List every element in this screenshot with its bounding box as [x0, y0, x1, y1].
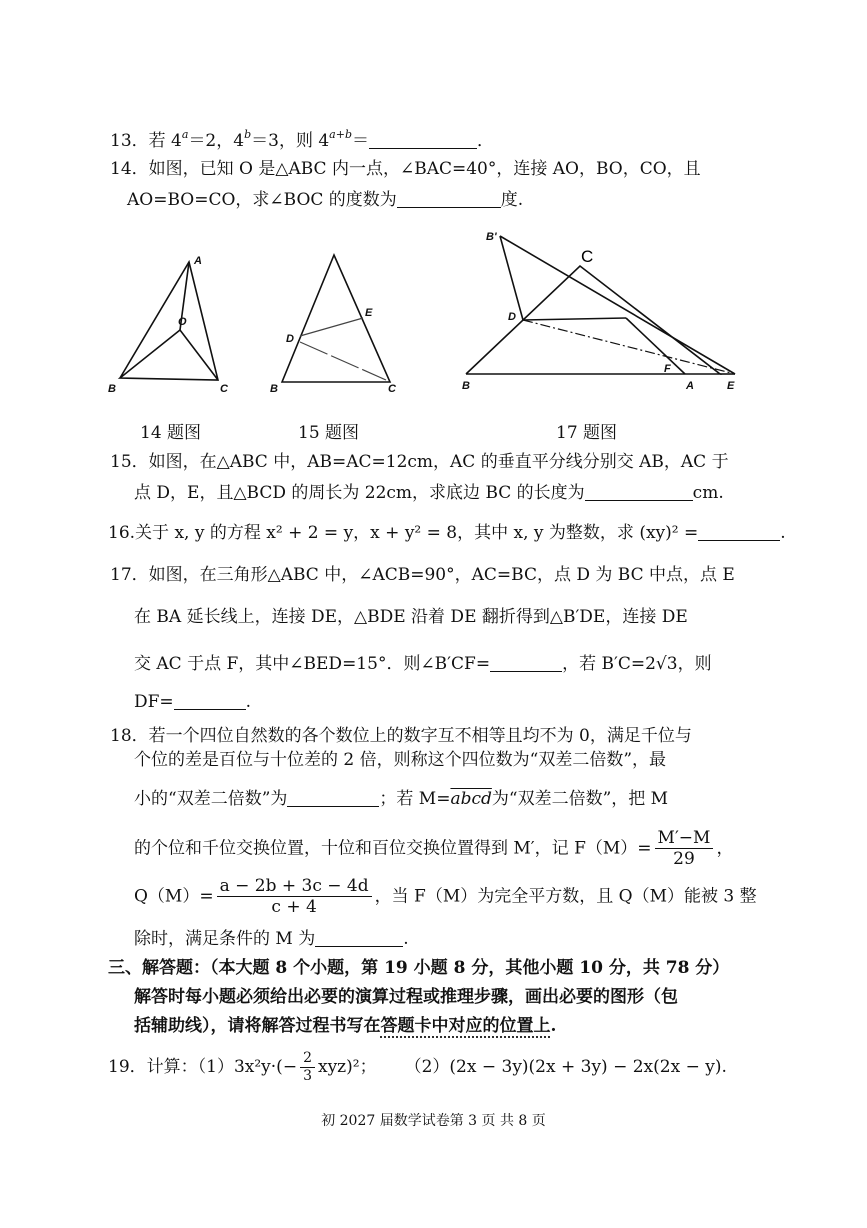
- fig17-segment-b1e: [500, 236, 735, 374]
- fig17-label-a: A: [686, 380, 694, 392]
- page-footer: 初 2027 届数学试卷第 3 页 共 8 页: [321, 1113, 546, 1129]
- figure-15-caption: 15 题图: [298, 423, 360, 443]
- fig17-label-f: F: [664, 363, 671, 375]
- section-3-instructions-line2: 解答时每小题必须给出必要的演算过程或推理步骤，画出必要的图形（包: [134, 987, 678, 1007]
- question-19: 19．计算：（1）3x²y·(− $\frac{2}{3}$ xyz)²； （2）(2x − 3y)(2x + 3y) − 2x(2x − y).: [108, 1050, 727, 1084]
- fraction-f: $\frac{M'-M}{29}$: [655, 828, 714, 870]
- section-3-title: 三、解答题：（本大题 8 个小题，第 19 小题 8 分，其他小题 10 分，共 78 分）: [108, 958, 730, 978]
- fig14-label-c: C: [220, 383, 228, 395]
- fig17-segment-de: [523, 320, 735, 374]
- fig14-triangle: [120, 262, 218, 380]
- answer-blank[interactable]: [287, 789, 379, 807]
- fig14-label-b: B: [108, 383, 116, 395]
- question-18-line6: 除时，满足条件的 M 为 .: [134, 929, 409, 949]
- fraction-two-thirds: $\frac{2}{3}$: [300, 1050, 315, 1085]
- section-3-instructions-line3: 括辅助线），请将解答过程书写在答题卡中对应的位置上.: [134, 1016, 557, 1036]
- question-18-line1: 18．若一个四位自然数的各个数位上的数字互不相等且均不为 0，满足千位与: [110, 726, 692, 746]
- fig14-label-o: O: [178, 316, 187, 328]
- fig15-triangle: [282, 255, 390, 382]
- question-number: 18．: [110, 726, 149, 746]
- question-number: 15．: [110, 452, 149, 472]
- fig17-label-b: B: [462, 380, 470, 392]
- answer-blank[interactable]: [490, 654, 562, 672]
- question-17-line1: 17．如图，在三角形△ABC 中，∠ACB=90°，AC=BC，点 D 为 BC 中点，点 E: [110, 565, 735, 585]
- question-17-line3: 交 AC 于点 F，其中∠BED=15°．则∠B′CF= ，若 B′C=2√3，则: [134, 654, 712, 674]
- answer-blank[interactable]: [174, 692, 246, 710]
- fig15-segment-dc: [300, 342, 386, 380]
- question-number: 14．: [110, 159, 149, 179]
- question-15-line1: 15．如图，在△ABC 中，AB=AC=12cm，AC 的垂直平分线分别交 AB，AC 于: [110, 452, 729, 472]
- question-13: 13．若 $4^a=2$，$4^b=3$，则 $4^{a+b}=$ ．: [110, 128, 494, 151]
- fig15-label-d: D: [286, 333, 294, 345]
- fig17-segment-dc: [523, 318, 626, 320]
- fig17-label-c: C: [581, 247, 594, 266]
- fig17-label-e: E: [727, 380, 735, 392]
- question-18-line3: 小的“双差二倍数”为 ；若 M=abcd为“双差二倍数”，把 M: [134, 789, 669, 809]
- answer-blank[interactable]: [698, 523, 780, 541]
- question-number: 16.: [108, 523, 136, 543]
- emphasized-text: 答题卡中对应的位置上: [380, 1016, 551, 1036]
- fig17-label-d: D: [508, 311, 516, 323]
- fraction-q: $\frac{a - 2b + 3c - 4d}{c + 4}$: [217, 876, 372, 918]
- question-14-line2: AO=BO=CO，求∠BOC 的度数为 度.: [127, 190, 524, 210]
- question-16: 16.关于 x, y 的方程 x² + 2 = y，x + y² = 8，其中 x, y 为整数，求 (xy)² = .: [108, 523, 786, 543]
- question-14-line1: 14．如图，已知 O 是△ABC 内一点，∠BAC=40°，连接 AO，BO，CO，且: [110, 159, 701, 179]
- answer-blank[interactable]: [315, 929, 403, 947]
- fig14-label-a: A: [194, 255, 202, 267]
- fig15-segment-de: [300, 318, 363, 336]
- fig17-triangle-abc: [466, 266, 720, 374]
- figure-17-caption: 17 题图: [556, 423, 618, 443]
- question-18-line2: 个位的差是百位与十位差的 2 倍，则称这个四位数为“双差二倍数”，最: [134, 750, 667, 770]
- question-17-line2: 在 BA 延长线上，连接 DE，△BDE 沿着 DE 翻折得到△B′DE，连接 DE: [134, 607, 688, 627]
- answer-blank[interactable]: [585, 483, 693, 501]
- question-15-line2: 点 D，E，且△BCD 的周长为 22cm，求底边 BC 的长度为 cm.: [134, 483, 724, 503]
- fig17-segment-b1d: [500, 236, 523, 320]
- question-number: 17．: [110, 565, 149, 585]
- fig17-label-b1: B': [486, 231, 497, 243]
- fig15-label-e: E: [365, 307, 373, 319]
- question-18-line4: 的个位和千位交换位置，十位和百位交换位置得到 M′，记 F（M）= $\frac{M'-M}{29}$ ，: [134, 828, 734, 870]
- fig15-label-b: B: [270, 383, 278, 395]
- question-18-line5: Q（M）= $\frac{a - 2b + 3c - 4d}{c + 4}$ ，当 F（M）为完全平方数，且 Q（M）能被 3 整: [134, 876, 757, 918]
- figure-14-caption: 14 题图: [140, 423, 202, 443]
- fig15-label-c: C: [388, 383, 396, 395]
- question-number: 13．: [110, 131, 149, 151]
- question-number: 19．: [108, 1056, 147, 1077]
- question-17-line4: DF= .: [134, 692, 252, 712]
